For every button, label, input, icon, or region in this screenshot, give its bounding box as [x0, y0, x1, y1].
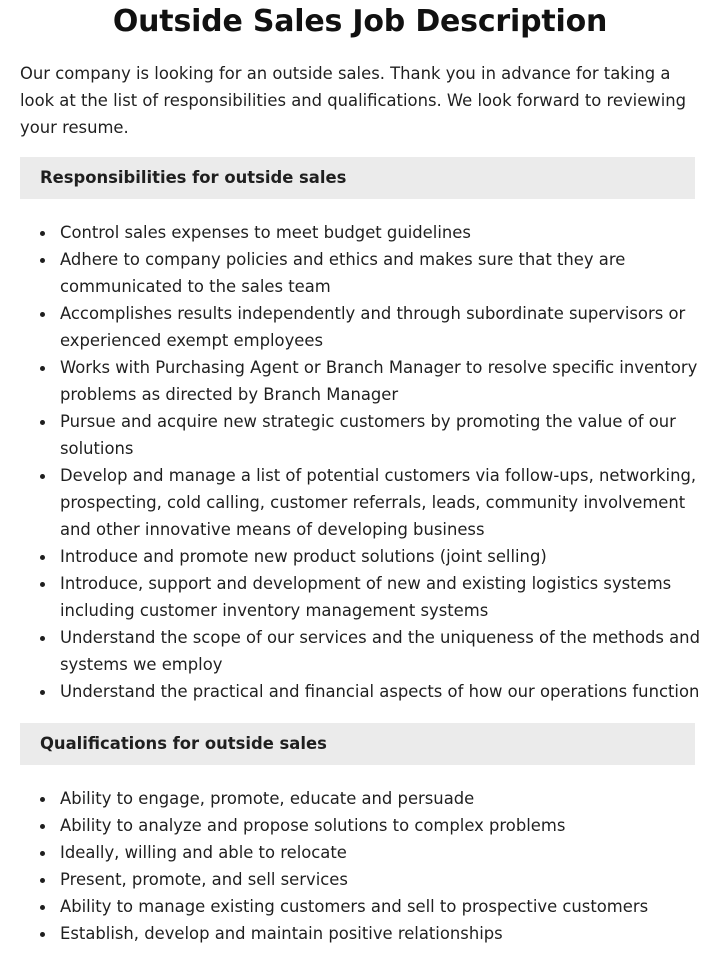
bullet-icon	[40, 474, 45, 479]
list-item	[20, 624, 700, 678]
list-item	[20, 839, 700, 866]
bullet-icon	[40, 905, 45, 910]
list-item	[20, 354, 700, 408]
list-item	[20, 678, 700, 705]
bullet-icon	[40, 690, 45, 695]
list-item	[20, 408, 700, 462]
bullet-icon	[40, 878, 45, 883]
list-item	[20, 246, 700, 300]
list-item	[20, 570, 700, 624]
bullet-icon	[40, 366, 45, 371]
list-item	[20, 812, 700, 839]
intro-paragraph: Our company is looking for an outside sales. Thank you in advance for taking a look at the list of responsibilities and qualifications. We look forward to reviewing your resume.	[20, 64, 687, 137]
list-item-text: Understand the practical and financial aspects of how our operations function	[60, 682, 700, 701]
list-item	[20, 893, 700, 920]
list-item-text: Establish, develop and maintain positive relationships	[60, 924, 503, 943]
list-item-text: Ability to engage, promote, educate and persuade	[60, 789, 475, 808]
bullet-icon	[40, 932, 45, 937]
qualifications-heading: Qualifications for outside sales	[20, 723, 695, 765]
list-item-text: Ideally, willing and able to relocate	[60, 843, 347, 862]
list-item	[20, 543, 700, 570]
list-item-text: Introduce, support and development of new and existing logistics systems including customer inventory management systems	[60, 574, 672, 620]
list-item-text: Understand the scope of our services and the uniqueness of the methods and systems we employ	[60, 628, 700, 674]
bullet-icon	[40, 231, 45, 236]
list-item	[20, 219, 700, 246]
list-item-text: Works with Purchasing Agent or Branch Manager to resolve specific inventory problems as directed by Branch Manager	[60, 358, 698, 404]
list-item-text: Control sales expenses to meet budget guidelines	[60, 223, 471, 242]
responsibilities-list	[20, 219, 700, 705]
responsibilities-heading: Responsibilities for outside sales	[20, 157, 695, 199]
bullet-icon	[40, 258, 45, 263]
bullet-icon	[40, 555, 45, 560]
list-item	[20, 920, 700, 947]
list-item	[20, 866, 700, 893]
qualifications-list	[20, 785, 700, 947]
bullet-icon	[40, 851, 45, 856]
list-item-text: Accomplishes results independently and through subordinate supervisors or experienced exempt employees	[60, 304, 686, 350]
list-item	[20, 785, 700, 812]
list-item-text: Develop and manage a list of potential customers via follow-ups, networking, prospecting, cold calling, customer referrals, leads, community involvement and other innovative means of developing business	[60, 466, 697, 539]
bullet-icon	[40, 824, 45, 829]
bullet-icon	[40, 636, 45, 641]
list-item-text: Ability to manage existing customers and sell to prospective customers	[60, 897, 649, 916]
list-item-text: Introduce and promote new product solutions (joint selling)	[60, 547, 547, 566]
page-title: Outside Sales Job Description	[112, 4, 608, 39]
list-item-text: Ability to analyze and propose solutions to complex problems	[60, 816, 566, 835]
list-item-text: Adhere to company policies and ethics and makes sure that they are communicated to the sales team	[60, 250, 626, 296]
list-item-text: Pursue and acquire new strategic customers by promoting the value of our solutions	[60, 412, 676, 458]
bullet-icon	[40, 582, 45, 587]
bullet-icon	[40, 312, 45, 317]
list-item	[20, 300, 700, 354]
bullet-icon	[40, 420, 45, 425]
bullet-icon	[40, 797, 45, 802]
list-item-text: Present, promote, and sell services	[60, 870, 348, 889]
list-item	[20, 462, 700, 543]
